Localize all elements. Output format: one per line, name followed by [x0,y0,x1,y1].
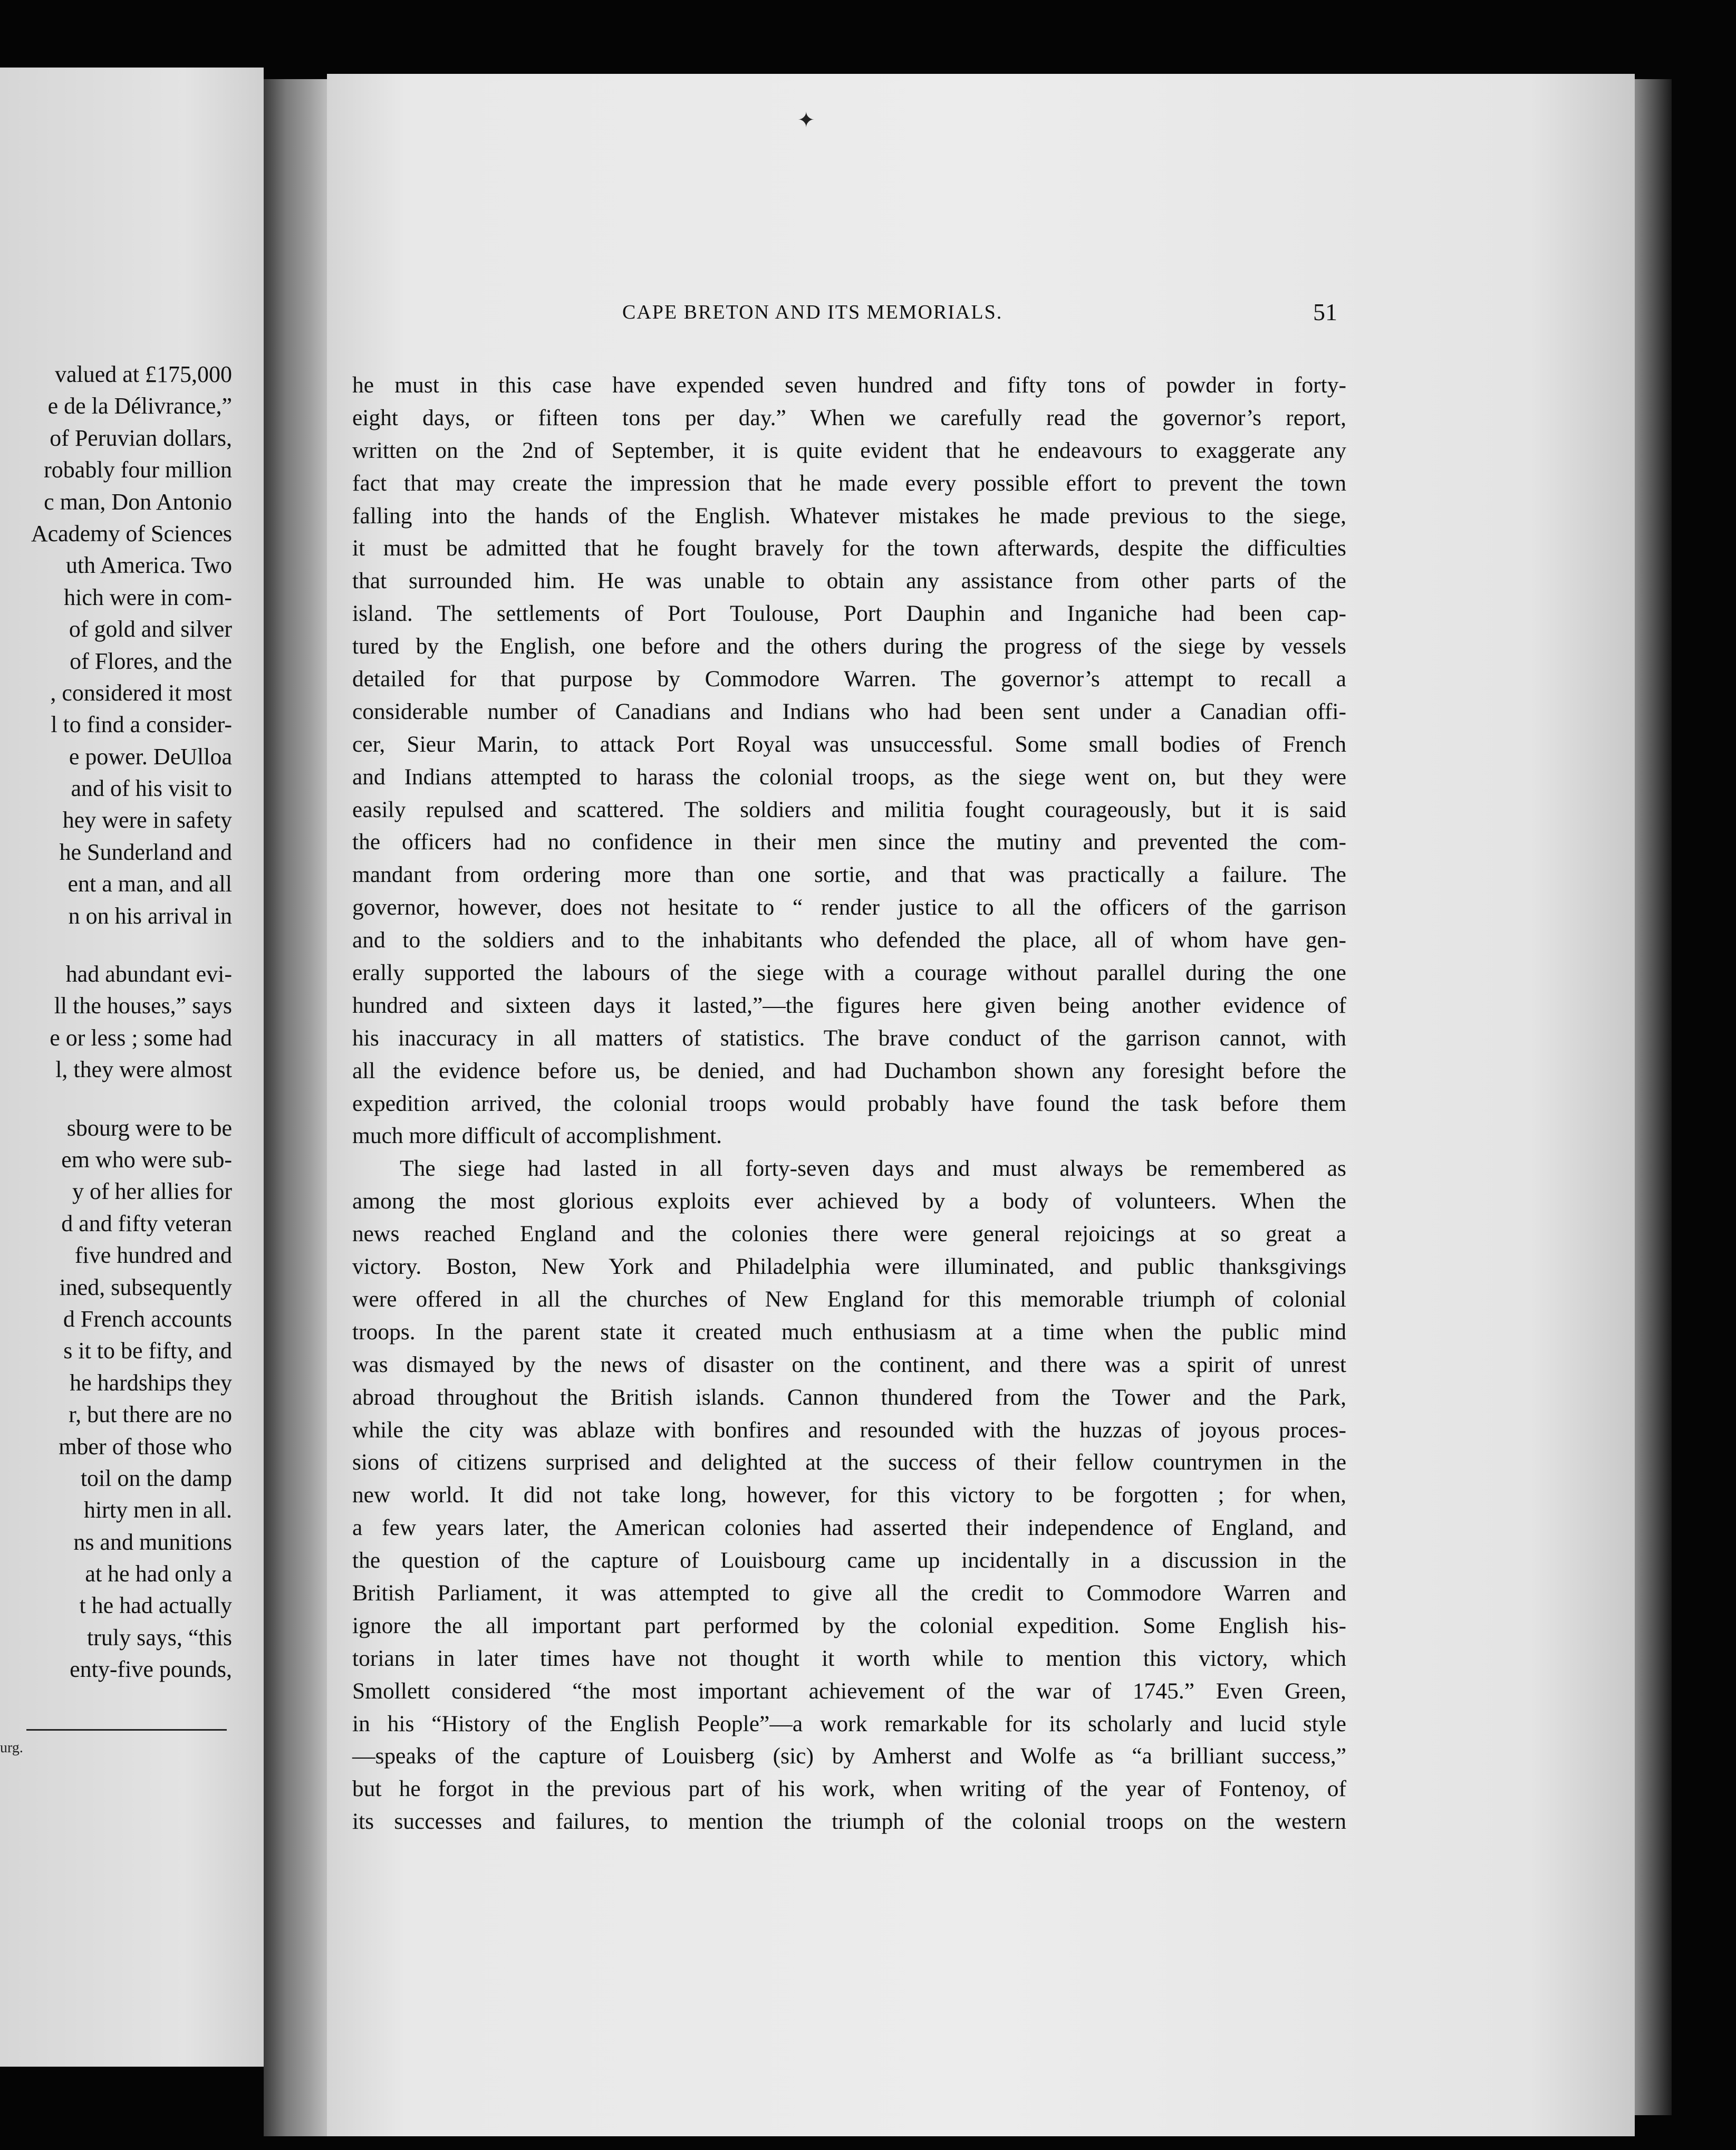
body-text-line: and Indians attempted to harass the colonial troops, as the siege went on, but they were [352,764,1346,790]
previous-page-fragment [0,68,264,2067]
body-text-line: falling into the hands of the English. Whatever mistakes he made previous to the siege, [352,503,1346,529]
body-text-line: the officers had no confidence in their men since the mutiny and prevented the com- [352,829,1346,855]
body-text-line: expedition arrived, the colonial troops would probably have found the task before them [352,1090,1346,1116]
previous-page-line: ll the houses,” says [54,993,232,1019]
previous-page-line: robably four million [44,457,232,483]
previous-page-line: r, but there are no [69,1402,232,1428]
body-text-line: while the city was ablaze with bonfires and resounded with the huzzas of joyous proces- [352,1417,1346,1443]
previous-page-line: hey were in safety [62,807,232,833]
previous-page-line: n on his arrival in [68,903,232,929]
previous-page-line: t he had actually [79,1592,232,1619]
previous-page-line: at he had only a [85,1561,232,1587]
previous-page-line: ns and munitions [73,1529,232,1555]
body-text-line: cer, Sieur Marin, to attack Port Royal was unsuccessful. Some small bodies of French [352,731,1346,757]
body-text-line: eight days, or fifteen tons per day.” When we carefully read the governor’s report, [352,405,1346,430]
previous-page-line: truly says, “this [87,1624,232,1650]
page-edge-shadow [1635,79,1672,2115]
body-text-line: the question of the capture of Louisbourg came up incidentally in a discussion in the [352,1548,1346,1573]
body-text-line: written on the 2nd of September, it is quite evident that he endeavours to exaggerate any [352,437,1346,463]
body-text-line: fact that may create the impression that he made every possible effort to prevent the town [352,470,1346,496]
page-number: 51 [1313,299,1337,325]
previous-page-line: he hardships they [70,1369,232,1396]
body-text-line: British Parliament, it was attempted to give all the credit to Commodore Warren and [352,1580,1346,1606]
previous-page-line: mber of those who [59,1433,232,1460]
body-text-line: —speaks of the capture of Louisberg (sic) by Amherst and Wolfe as “a brilliant success,” [352,1743,1346,1769]
body-text-line: a few years later, the American colonies had asserted their independence of England, and [352,1515,1346,1541]
previous-page-line: enty-five pounds, [70,1656,232,1683]
previous-page-line: l, they were almost [55,1057,232,1083]
body-text-line: hundred and sixteen days it lasted,”—the figures here given being another evidence of [352,992,1346,1018]
previous-page-line: d French accounts [63,1306,232,1332]
running-head: CAPE BRETON AND ITS MEMORIALS. [622,301,1003,323]
previous-page-line: of gold and silver [69,616,232,642]
body-text-line: island. The settlements of Port Toulouse, Port Dauphin and Inganiche had been cap- [352,601,1346,627]
previous-page-line: , considered it most [50,679,232,706]
previous-page-line: c man, Don Antonio [44,488,232,515]
footnote-rule [26,1729,227,1731]
body-text-line: victory. Boston, New York and Philadelphia were illuminated, and public thanksgivings [352,1254,1346,1280]
body-text-line: was dismayed by the news of disaster on the continent, and there was a spirit of unrest [352,1351,1346,1377]
previous-page-line: hich were in com- [64,584,232,610]
body-text-line: Smollett considered “the most important achievement of the war of 1745.” Even Green, [352,1678,1346,1704]
previous-page-line: of Flores, and the [70,648,232,674]
page-body-text [352,369,1346,1838]
body-text-line: considerable number of Canadians and Indians who had been sent under a Canadian offi- [352,698,1346,724]
previous-page-line: he Sunderland and [59,839,232,865]
body-text-line: governor, however, does not hesitate to “ render justice to all the officers of the garrison [352,895,1346,920]
body-text-line: tured by the English, one before and the others during the progress of the siege by vessels [352,634,1346,659]
body-text-line: ignore the all important part performed by the colonial expedition. Some English his- [352,1612,1346,1638]
previous-page-line: ent a man, and all [67,871,232,897]
body-text-line: in his “History of the English People”—a work remarkable for its scholarly and lucid style [352,1711,1346,1736]
body-text-line: his inaccuracy in all matters of statistics. The brave conduct of the garrison cannot, with [352,1025,1346,1051]
body-text-line: news reached England and the colonies there were general rejoicings at so great a [352,1221,1346,1247]
previous-page-line: toil on the damp [80,1465,232,1491]
body-text-line: he must in this case have expended seven hundred and fifty tons of powder in forty- [352,372,1346,398]
book-gutter-shadow [264,79,327,2136]
previous-page-line: of Peruvian dollars, [50,425,232,451]
previous-page-text-column [0,359,232,1686]
previous-page-line: l to find a consider- [51,712,232,738]
previous-page-line: e de la Délivrance,” [47,393,232,419]
paragraph-gap [0,932,232,958]
body-text-line: its successes and failures, to mention the triumph of the colonial troops on the western [352,1809,1346,1835]
body-text-line: erally supported the labours of the siege with a courage without parallel during the one [352,960,1346,986]
previous-page-line: had abundant evi- [65,961,232,987]
body-text-line: The siege had lasted in all forty-seven days and must always be remembered as [400,1156,1346,1182]
body-text-line: and to the soldiers and to the inhabitants who defended the place, all of whom have gen- [352,927,1346,953]
previous-page-line: s it to be fifty, and [63,1338,232,1364]
body-text-line: were offered in all the churches of New England for this memorable triumph of colonial [352,1286,1346,1312]
body-text-line: much more difficult of accomplishment. [352,1123,722,1149]
previous-page-line: e power. DeUlloa [69,743,232,770]
previous-page-line: d and fifty veteran [61,1210,232,1236]
previous-page-line: Academy of Sciences [31,520,232,546]
body-text-line: easily repulsed and scattered. The soldiers and militia fought courageously, but it is said [352,796,1346,822]
previous-page-line: ined, subsequently [59,1274,232,1300]
body-text-line: troops. In the parent state it created much enthusiasm at a time when the public mind [352,1319,1346,1345]
body-text-line: sions of citizens surprised and delighted at the success of their fellow countrymen in the [352,1450,1346,1475]
top-printer-mark: ✦ [797,108,815,132]
body-text-line: all the evidence before us, be denied, and had Duchambon shown any foresight before the [352,1058,1346,1083]
body-text-line: new world. It did not take long, however, for this victory to be forgotten ; for when, [352,1482,1346,1508]
previous-page-line: five hundred and [74,1242,232,1269]
previous-page-line: e or less ; some had [50,1024,232,1051]
paragraph-gap [0,1086,232,1112]
body-text-line: but he forgot in the previous part of his work, when writing of the year of Fontenoy, of [352,1776,1346,1802]
previous-page-line: and of his visit to [71,775,232,802]
body-text-line: detailed for that purpose by Commodore Warren. The governor’s attempt to recall a [352,666,1346,692]
previous-page-line: uth America. Two [65,552,232,579]
previous-page-line: y of her allies for [72,1178,232,1205]
body-text-line: that surrounded him. He was unable to obtain any assistance from other parts of the [352,568,1346,594]
previous-page-line: sbourg were to be [66,1115,232,1141]
body-text-line: abroad throughout the British islands. Cannon thundered from the Tower and the Park, [352,1384,1346,1410]
previous-page-line: em who were sub- [61,1146,232,1173]
previous-page-line: valued at £175,000 [54,361,232,387]
body-text-line: torians in later times have not thought it worth while to mention this victory, which [352,1645,1346,1671]
body-text-line: among the most glorious exploits ever achieved by a body of volunteers. When the [352,1188,1346,1214]
previous-page-footnote: urg. [0,1740,23,1756]
previous-page-line: hirty men in all. [83,1497,232,1523]
body-text-line: it must be admitted that he fought bravely for the town afterwards, despite the difficulties [352,535,1346,561]
body-text-line: mandant from ordering more than one sortie, and that was practically a failure. The [352,862,1346,888]
